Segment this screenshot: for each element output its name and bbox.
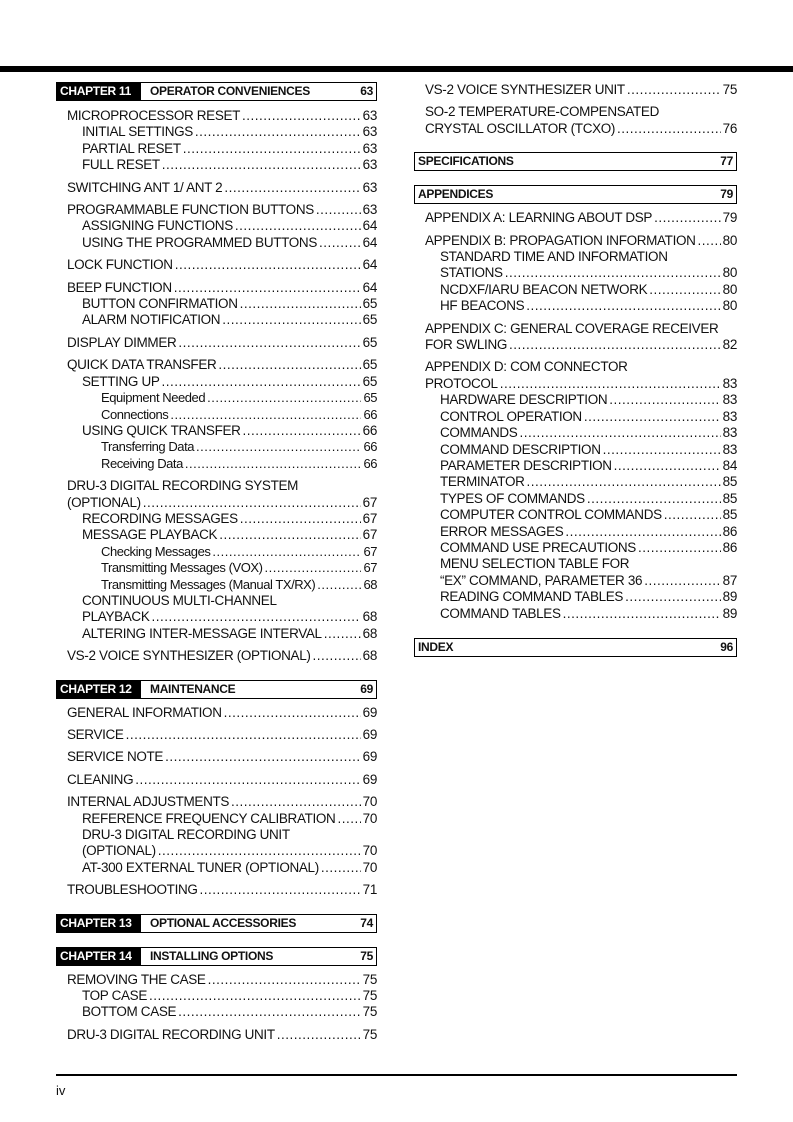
- toc-entry-for-swling[interactable]: FOR SWLING ..... 82: [414, 337, 737, 353]
- toc-left-column: [56, 82, 377, 1043]
- toc-entry-troubleshooting[interactable]: TROUBLESHOOTING ..... 71: [56, 882, 377, 898]
- toc-entry-switching-ant[interactable]: SWITCHING ANT 1/ ANT 2 ..... 63: [56, 180, 377, 196]
- page-number: iv: [56, 1083, 66, 1098]
- toc-entry-terminator[interactable]: TERMINATOR ..... 85: [414, 474, 737, 490]
- toc-entry-altering-interval[interactable]: ALTERING INTER-MESSAGE INTERVAL ..... 68: [56, 626, 377, 642]
- toc-entry-appendix-c[interactable]: APPENDIX C: GENERAL COVERAGE RECEIVER: [425, 320, 719, 336]
- toc-entry-display-dimmer[interactable]: DISPLAY DIMMER ..... 65: [56, 335, 377, 351]
- toc-entry-message-playback[interactable]: MESSAGE PLAYBACK ..... 67: [56, 527, 377, 543]
- toc-entry-dru3-unit[interactable]: DRU-3 DIGITAL RECORDING UNIT: [82, 827, 290, 843]
- toc-entry-service[interactable]: SERVICE ..... 69: [56, 727, 377, 743]
- toc-entry-internal-adjustments[interactable]: INTERNAL ADJUSTMENTS ..... 70: [56, 794, 377, 810]
- toc-entry-command-use[interactable]: COMMAND USE PRECAUTIONS ..... 86: [414, 540, 737, 556]
- section-page: 96: [720, 639, 733, 654]
- chapter-14-header[interactable]: [56, 947, 377, 966]
- toc-entry-appendix-b[interactable]: APPENDIX B: PROPAGATION INFORMATION ..... 80: [414, 233, 737, 249]
- toc-entry-receiving-data[interactable]: Receiving Data ..... 66: [56, 456, 377, 472]
- toc-entry-tx-vox[interactable]: Transmitting Messages (VOX) ..... 67: [56, 560, 377, 576]
- toc-entry-initial-settings[interactable]: INITIAL SETTINGS ..... 63: [56, 124, 377, 140]
- chapter-13-header[interactable]: [56, 914, 377, 933]
- toc-entry-menu-selection[interactable]: MENU SELECTION TABLE FOR: [440, 556, 630, 572]
- section-title: SPECIFICATIONS: [418, 154, 514, 169]
- toc-entry-reading-tables[interactable]: READING COMMAND TABLES ..... 89: [414, 589, 737, 605]
- toc-entry-microprocessor-reset[interactable]: MICROPROCESSOR RESET ..... 63: [56, 108, 377, 124]
- chapter-title: OPERATOR CONVENIENCES: [150, 84, 310, 98]
- bottom-rule: [56, 1074, 737, 1076]
- toc-entry-removing-case[interactable]: REMOVING THE CASE ..... 75: [56, 972, 377, 988]
- toc-entry-transferring-data[interactable]: Transferring Data ..... 66: [56, 439, 377, 455]
- toc-entry-appendix-d[interactable]: APPENDIX D: COM CONNECTOR: [425, 359, 628, 375]
- chapter-12-header[interactable]: [56, 680, 377, 699]
- top-rule: [0, 66, 793, 72]
- chapter-number: CHAPTER 14: [57, 948, 141, 965]
- toc-entry-using-programmed-buttons[interactable]: USING THE PROGRAMMED BUTTONS ..... 64: [56, 235, 377, 251]
- section-page: 79: [720, 187, 733, 202]
- index-header[interactable]: [414, 638, 737, 657]
- toc-entry-command-tables[interactable]: COMMAND TABLES ..... 89: [414, 606, 737, 622]
- toc-entry-beep-function[interactable]: BEEP FUNCTION ..... 64: [56, 280, 377, 296]
- chapter-number: CHAPTER 11: [57, 83, 141, 100]
- toc-entry-using-quick-transfer[interactable]: USING QUICK TRANSFER ..... 66: [56, 423, 377, 439]
- chapter-page: 69: [360, 681, 373, 696]
- toc-entry-tcxo[interactable]: CRYSTAL OSCILLATOR (TCXO) ..... 76: [414, 121, 737, 137]
- section-title: INDEX: [418, 639, 454, 654]
- toc-entry-quick-data-transfer[interactable]: QUICK DATA TRANSFER ..... 65: [56, 357, 377, 373]
- chapter-page: 75: [360, 948, 373, 963]
- chapter-11-header[interactable]: [56, 82, 377, 101]
- chapter-title: OPTIONAL ACCESSORIES: [150, 915, 297, 930]
- toc-entry-ncdxf[interactable]: NCDXF/IARU BEACON NETWORK ..... 80: [414, 282, 737, 298]
- toc-entry-hf-beacons[interactable]: HF BEACONS ..... 80: [414, 298, 737, 314]
- toc-entry-ref-freq-cal[interactable]: REFERENCE FREQUENCY CALIBRATION ..... 70: [56, 811, 377, 827]
- toc-entry-error-messages[interactable]: ERROR MESSAGES ..... 86: [414, 524, 737, 540]
- toc-entry-dru3-system-optional[interactable]: (OPTIONAL) ..... 67: [56, 495, 377, 511]
- chapter-number: CHAPTER 13: [57, 915, 141, 932]
- toc-entry-checking-messages[interactable]: Checking Messages ..... 67: [56, 544, 377, 560]
- toc-entry-full-reset[interactable]: FULL RESET ..... 63: [56, 157, 377, 173]
- toc-entry-service-note[interactable]: SERVICE NOTE ..... 69: [56, 749, 377, 765]
- specifications-header[interactable]: [414, 152, 737, 171]
- toc-entry-tx-manual[interactable]: Transmitting Messages (Manual TX/RX) ..... 68: [56, 577, 377, 593]
- toc-entry-cleaning[interactable]: CLEANING ..... 69: [56, 772, 377, 788]
- toc-entry-types-of-commands[interactable]: TYPES OF COMMANDS ..... 85: [414, 491, 737, 507]
- toc-entry-vs2-optional[interactable]: VS-2 VOICE SYNTHESIZER (OPTIONAL) ..... 68: [56, 648, 377, 664]
- toc-entry-appendix-a[interactable]: APPENDIX A: LEARNING ABOUT DSP ..... 79: [414, 210, 737, 226]
- toc-entry-recording-messages[interactable]: RECORDING MESSAGES ..... 67: [56, 511, 377, 527]
- chapter-title: MAINTENANCE: [150, 681, 236, 696]
- toc-entry-vs2-unit[interactable]: VS-2 VOICE SYNTHESIZER UNIT ..... 75: [414, 82, 737, 98]
- toc-entry-protocol[interactable]: PROTOCOL ..... 83: [414, 376, 737, 392]
- toc-entry-playback[interactable]: PLAYBACK ..... 68: [56, 609, 377, 625]
- toc-entry-equipment-needed[interactable]: Equipment Needed ..... 65: [56, 390, 377, 406]
- toc-entry-general-information[interactable]: GENERAL INFORMATION ..... 69: [56, 705, 377, 721]
- toc-entry-commands[interactable]: COMMANDS ..... 83: [414, 425, 737, 441]
- toc-entry-alarm-notification[interactable]: ALARM NOTIFICATION ..... 65: [56, 312, 377, 328]
- toc-entry-connections[interactable]: Connections ..... 66: [56, 407, 377, 423]
- chapter-number: CHAPTER 12: [57, 681, 141, 698]
- appendices-header[interactable]: [414, 185, 737, 204]
- toc-entry-dru3-unit-optional[interactable]: (OPTIONAL) ..... 70: [56, 843, 377, 859]
- toc-entry-bottom-case[interactable]: BOTTOM CASE ..... 75: [56, 1004, 377, 1020]
- section-page: 77: [720, 154, 733, 169]
- toc-entry-hardware-description[interactable]: HARDWARE DESCRIPTION ..... 83: [414, 392, 737, 408]
- toc-entry-dru3-install[interactable]: DRU-3 DIGITAL RECORDING UNIT ..... 75: [56, 1027, 377, 1043]
- toc-entry-control-operation[interactable]: CONTROL OPERATION ..... 83: [414, 409, 737, 425]
- toc-entry-assigning-functions[interactable]: ASSIGNING FUNCTIONS ..... 64: [56, 218, 377, 234]
- toc-entry-setting-up[interactable]: SETTING UP ..... 65: [56, 374, 377, 390]
- toc-entry-standard-time[interactable]: STANDARD TIME AND INFORMATION: [440, 249, 668, 265]
- toc-entry-continuous-multichannel[interactable]: CONTINUOUS MULTI-CHANNEL: [82, 592, 277, 608]
- chapter-page: 74: [360, 915, 373, 930]
- section-title: APPENDICES: [418, 187, 494, 202]
- toc-entry-command-description[interactable]: COMMAND DESCRIPTION ..... 83: [414, 442, 737, 458]
- toc-entry-parameter-description[interactable]: PARAMETER DESCRIPTION ..... 84: [414, 458, 737, 474]
- toc-entry-stations[interactable]: STATIONS ..... 80: [414, 265, 737, 281]
- toc-entry-dru3-system[interactable]: DRU-3 DIGITAL RECORDING SYSTEM: [67, 478, 299, 494]
- toc-entry-partial-reset[interactable]: PARTIAL RESET ..... 63: [56, 141, 377, 157]
- toc-entry-pf-buttons[interactable]: PROGRAMMABLE FUNCTION BUTTONS ..... 63: [56, 202, 377, 218]
- chapter-page: 63: [360, 84, 373, 98]
- toc-entry-so2[interactable]: SO-2 TEMPERATURE-COMPENSATED: [425, 104, 659, 120]
- toc-entry-at300[interactable]: AT-300 EXTERNAL TUNER (OPTIONAL) ..... 70: [56, 860, 377, 876]
- toc-entry-button-confirmation[interactable]: BUTTON CONFIRMATION ..... 65: [56, 296, 377, 312]
- toc-right-column: [414, 82, 737, 657]
- toc-entry-lock-function[interactable]: LOCK FUNCTION ..... 64: [56, 257, 377, 273]
- toc-entry-ex-command[interactable]: “EX” COMMAND, PARAMETER 36 ..... 87: [414, 573, 737, 589]
- toc-entry-top-case[interactable]: TOP CASE ..... 75: [56, 988, 377, 1004]
- toc-entry-computer-control[interactable]: COMPUTER CONTROL COMMANDS ..... 85: [414, 507, 737, 523]
- chapter-title: INSTALLING OPTIONS: [150, 948, 274, 963]
